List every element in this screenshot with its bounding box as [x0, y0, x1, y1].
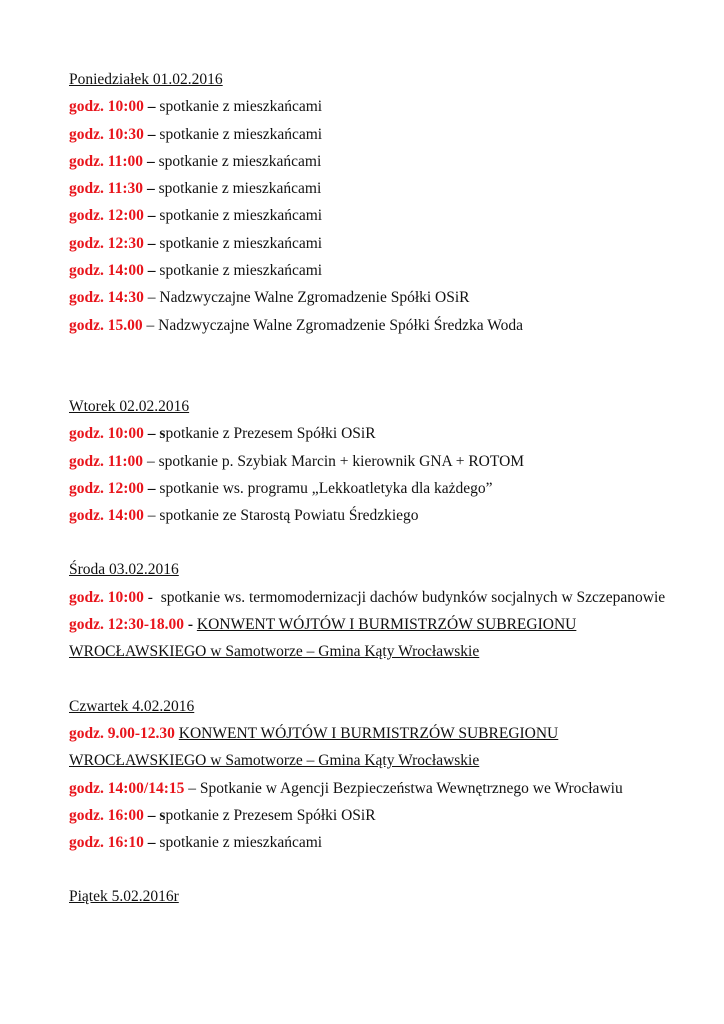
day-tuesday: [69, 393, 669, 529]
item-text: spotkanie z mieszkańcami: [159, 207, 323, 225]
schedule-item: [69, 284, 669, 311]
item-time: godz. 12:00: [69, 479, 144, 497]
item-separator: –: [143, 98, 160, 116]
item-separator: -: [183, 616, 197, 634]
schedule-document: [69, 66, 669, 911]
item-text: spotkanie ze Starostą Powiatu Średzkiego: [159, 507, 419, 525]
schedule-item: [69, 502, 669, 529]
item-time: godz. 11:00: [69, 452, 144, 470]
item-time: godz. 14:30: [69, 289, 144, 307]
day-title: Poniedziałek 01.02.2016: [69, 71, 223, 88]
item-time: godz. 16:10: [69, 834, 144, 852]
item-separator: –: [143, 125, 160, 143]
item-time: godz. 12:30-18.00: [69, 616, 184, 634]
day-wednesday: [69, 556, 669, 665]
day-thursday: [69, 693, 669, 857]
schedule-item: [69, 202, 669, 229]
item-separator: –: [143, 479, 160, 497]
item-time: godz. 11:00: [69, 152, 144, 170]
schedule-item: [69, 475, 669, 502]
schedule-item: [69, 775, 669, 802]
item-separator: –: [143, 452, 159, 470]
item-separator: – s: [143, 806, 166, 824]
item-separator: –: [143, 262, 160, 280]
item-separator: –: [143, 234, 160, 252]
spacer: [69, 529, 669, 556]
schedule-item: [69, 584, 669, 611]
day-monday: [69, 66, 669, 339]
item-separator: –: [143, 289, 160, 307]
item-text: potkanie z Prezesem Spółki OSiR: [165, 806, 376, 824]
item-separator: – s: [143, 425, 166, 443]
item-time: godz. 14:00/14:15: [69, 779, 185, 797]
item-text: spotkanie ws. termomodernizacji dachów budynków socjalnych w Szczepanowie: [160, 588, 666, 606]
item-text: Nadzwyczajne Walne Zgromadzenie Spółki OSiR: [159, 289, 470, 307]
item-text: spotkanie ws. programu „Lekkoatletyka dla każdego”: [159, 479, 493, 497]
schedule-item: [69, 148, 669, 175]
item-text: spotkanie z mieszkańcami: [158, 152, 322, 170]
schedule-item: [69, 802, 669, 829]
item-time: godz. 9.00-12.30: [69, 724, 175, 742]
item-time: godz. 14:00: [69, 262, 144, 280]
item-text: KONWENT WÓJTÓW I BURMISTRZÓW SUBREGIONU WROCŁAWSKIEGO w Samotworze – Gmina Kąty Wrocławskie: [69, 724, 559, 770]
schedule-item: [69, 829, 669, 856]
schedule-item: [69, 93, 669, 120]
item-separator: –: [143, 507, 160, 525]
item-text: spotkanie z mieszkańcami: [158, 180, 322, 198]
day-title: Czwartek 4.02.2016: [69, 697, 195, 715]
item-time: godz. 10:00: [69, 98, 144, 116]
item-separator: –: [143, 180, 159, 198]
item-separator: –: [142, 316, 159, 334]
schedule-item: [69, 611, 669, 666]
spacer: [69, 339, 669, 393]
item-text: Nadzwyczajne Walne Zgromadzenie Spółki Średzka Woda: [158, 316, 524, 334]
item-time: godz. 15.00: [69, 316, 143, 334]
item-time: godz. 16:00: [69, 806, 144, 824]
schedule-item: [69, 448, 669, 475]
item-text: Spotkanie w Agencji Bezpieczeństwa Wewnętrznego we Wrocławiu: [199, 779, 623, 797]
item-text: spotkanie p. Szybiak Marcin + kierownik GNA + ROTOM: [158, 452, 525, 470]
item-separator: -: [143, 588, 161, 606]
item-time: godz. 11:30: [69, 180, 144, 198]
schedule-item: [69, 175, 669, 202]
spacer: [69, 856, 669, 883]
day-title: Środa 03.02.2016: [69, 561, 179, 579]
item-time: godz. 10:30: [69, 125, 144, 143]
item-time: godz. 10:00: [69, 588, 144, 606]
item-separator: –: [143, 834, 160, 852]
item-separator: –: [143, 152, 159, 170]
item-time: godz. 14:00: [69, 507, 144, 525]
item-separator: –: [143, 207, 160, 225]
item-text: spotkanie z mieszkańcami: [159, 125, 323, 143]
schedule-item: [69, 312, 669, 339]
schedule-item: [69, 420, 669, 447]
schedule-item: [69, 230, 669, 257]
day-friday: [69, 883, 669, 910]
day-title: Wtorek 02.02.2016: [69, 397, 190, 415]
item-time: godz. 12:30: [69, 234, 144, 252]
item-text: KONWENT WÓJTÓW I BURMISTRZÓW SUBREGIONU WROCŁAWSKIEGO w Samotworze – Gmina Kąty Wrocławskie: [69, 616, 577, 661]
item-text: spotkanie z mieszkańcami: [159, 834, 323, 852]
item-text: spotkanie z mieszkańcami: [159, 98, 323, 116]
day-title: Piątek 5.02.2016r: [69, 888, 179, 906]
item-text: spotkanie z mieszkańcami: [159, 234, 323, 252]
item-text: spotkanie z mieszkańcami: [159, 262, 323, 280]
item-separator: –: [184, 779, 200, 797]
schedule-item: [69, 257, 669, 284]
spacer: [69, 666, 669, 693]
item-time: godz. 10:00: [69, 425, 144, 443]
item-time: godz. 12:00: [69, 207, 144, 225]
schedule-item: [69, 121, 669, 148]
item-text: potkanie z Prezesem Spółki OSiR: [165, 425, 376, 443]
schedule-item: [69, 720, 669, 775]
